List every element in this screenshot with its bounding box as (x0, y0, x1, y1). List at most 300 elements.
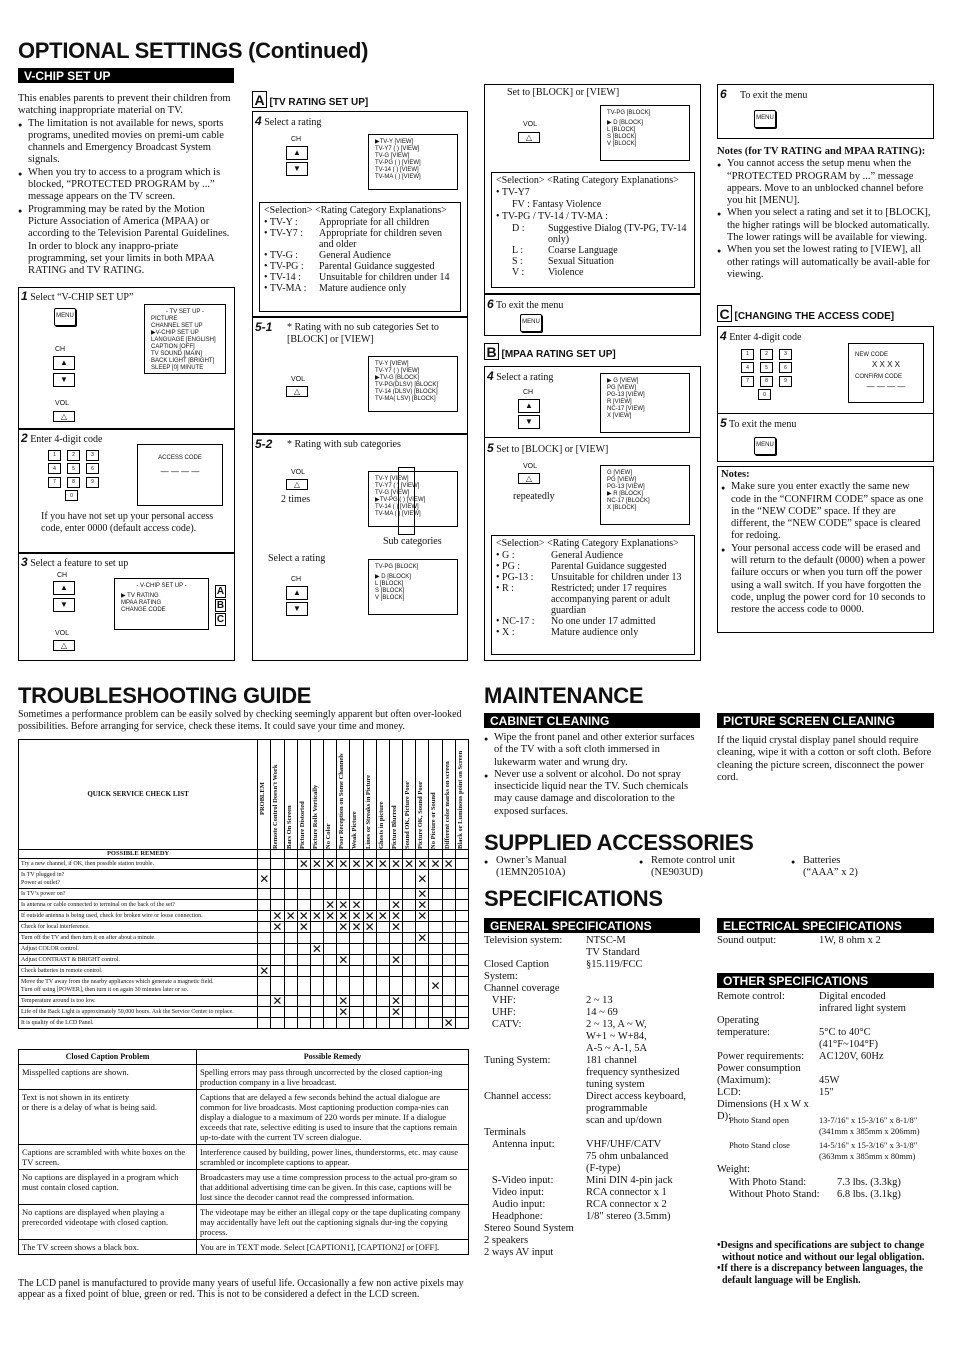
empty-cell (442, 888, 455, 899)
step-2-panel (18, 429, 235, 553)
tv-rating-step-5-1 (252, 317, 468, 434)
mpaa-heading (484, 343, 616, 361)
problem-header (258, 740, 271, 850)
empty-cell (310, 954, 323, 965)
check-mark: ✕ (272, 908, 283, 923)
table-row (19, 1006, 469, 1017)
screen-title: ACCESS CODE (158, 455, 202, 461)
key-6[interactable]: 6 (779, 362, 792, 373)
vol-label: VOL (291, 469, 306, 476)
weight-label-item: With Photo Stand: (729, 1177, 807, 1188)
sub-desc: Suggestive Dialog (TV-PG, TV-14 only) (548, 223, 687, 245)
step-number: 5 (487, 441, 494, 455)
empty-cell (324, 943, 337, 954)
screen-line: ▶TV-G [BLOCK] (375, 375, 419, 381)
empty-cell (324, 954, 337, 965)
spec-label: Remote control: (717, 991, 785, 1002)
screen-line: CAPTION [OFF] (151, 344, 195, 350)
step-number: 5-1 (255, 320, 273, 334)
empty-cell (258, 921, 271, 932)
table-row (19, 1205, 469, 1240)
vol-button[interactable]: △ (53, 640, 75, 651)
accessory-item: ● Owner’s Manual (1EMN20510A) (484, 855, 567, 879)
step-1-panel (18, 287, 235, 429)
notes-rating (717, 146, 934, 281)
screen-line: MPAA RATING (121, 600, 162, 606)
check-mark: ✕ (417, 908, 428, 923)
rating-desc: General Audience (319, 250, 391, 261)
access-code-screen (137, 444, 223, 506)
empty-cell (258, 995, 271, 1006)
explanation-line: FV : Fantasy Violence (512, 199, 602, 210)
check-mark: ✕ (417, 886, 428, 901)
vol-label: VOL (55, 630, 70, 637)
check-mark: ✕ (325, 897, 336, 912)
empty-cell (389, 932, 402, 943)
remedy-cell: Temperature around is too low. (19, 995, 258, 1006)
ch-up-button[interactable]: ▲ (53, 356, 75, 370)
note-item: ● You cannot access the setup menu when the “PROTECTED PROGRAM by ...” message appears. Move to an unblocked channel before you hit [MENU]. (717, 158, 934, 207)
selection-header: <Selection> <Rating Category Explanations> (496, 538, 679, 549)
ch-up-button[interactable]: ▲ (518, 399, 540, 413)
empty-cell (350, 869, 363, 888)
screen-line: TV SOUND [MAIN] (151, 351, 203, 357)
key-7[interactable]: 7 (741, 376, 754, 387)
key-2[interactable]: 2 (67, 450, 80, 461)
screen-line: V [BLOCK] (375, 595, 405, 601)
spec-row (484, 1055, 702, 1091)
vol-button[interactable]: △ (286, 386, 308, 397)
screen-line: TV-Y7 ( ) [VIEW] (375, 483, 420, 489)
check-mark: ✕ (351, 908, 362, 923)
empty-cell (310, 888, 323, 899)
step-number: 2 (21, 431, 28, 445)
rating-code: • X : (496, 627, 515, 638)
spec-value: RCA connector x 1 (586, 1187, 667, 1198)
vchip-intro-block (18, 93, 232, 277)
key-9[interactable]: 9 (86, 477, 99, 488)
check-mark: ✕ (298, 856, 309, 871)
key-8[interactable]: 8 (760, 376, 773, 387)
menu-button[interactable]: MENU (520, 314, 542, 332)
empty-cell (376, 995, 389, 1006)
symptom-column-header (310, 740, 323, 850)
step-number: 4 (720, 329, 727, 343)
mid-step-6-panel (484, 294, 701, 336)
empty-cell (310, 995, 323, 1006)
tv-rating-step-5-2 (252, 434, 468, 661)
symptom-label: Weak Picture (351, 811, 359, 849)
new-code-label: NEW CODE (855, 352, 888, 358)
rating-desc: Parental Guidance suggested (319, 261, 435, 272)
empty-cell (389, 976, 402, 995)
screen-line: ▶TV-PG ( ) [VIEW] (375, 497, 426, 503)
default-code-note: If you have not set up your personal access code, enter 0000 (default access code). (41, 511, 214, 534)
remedy-cell: Adjust COLOR control. (19, 943, 258, 954)
spec-value: NTSC-M TV Standard (586, 935, 640, 958)
empty-cell (271, 858, 284, 869)
empty-cell (258, 943, 271, 954)
screen-line: ▶ D [BLOCK] (375, 574, 411, 580)
key-3[interactable]: 3 (86, 450, 99, 461)
table-row (19, 1170, 469, 1205)
table-row (19, 899, 469, 910)
tv-rating-screen-5-1 (368, 356, 458, 412)
vol-button[interactable]: △ (53, 411, 75, 422)
empty-cell (337, 932, 350, 943)
empty-cell (337, 976, 350, 995)
empty-cell (363, 1017, 376, 1028)
empty-cell (416, 954, 429, 965)
closed-caption-table (18, 1049, 469, 1255)
empty-cell (376, 954, 389, 965)
weight-value: 7.3 lbs. (3.3kg) (837, 1177, 901, 1188)
empty-cell (442, 899, 455, 910)
symptom-label: Lines or Streaks in Picture (364, 774, 372, 849)
times-label: 2 times (281, 494, 311, 505)
spec-label: Terminals (484, 1127, 526, 1138)
cc-remedy-cell: Spelling errors may pass through uncorrected by the closed caption-ing production company in a live broadcast. (197, 1065, 469, 1090)
step-text: Enter 4-digit code (729, 332, 802, 343)
spec-label: Power consumption (Maximum): (717, 1063, 801, 1086)
check-mark: ✕ (404, 856, 415, 871)
note-item: ● Make sure you enter exactly the same new code in the “CONFIRM CODE” space as one in the “NEW CODE” space. If they are different, the “NEW CODE” space is cleared for redoing. (721, 481, 930, 542)
step-number: 5 (720, 416, 727, 430)
optional-settings-title: OPTIONAL SETTINGS (Continued) (18, 38, 369, 63)
empty-cell (403, 965, 416, 976)
step-number: 3 (21, 555, 28, 569)
right-step-6-panel (717, 84, 934, 139)
empty-cell (416, 965, 429, 976)
vol-label: VOL (55, 400, 70, 407)
empty-cell (324, 921, 337, 932)
check-mark: ✕ (443, 856, 454, 871)
screen-line: TV-14 ( ) [VIEW] (375, 504, 419, 510)
note-item: ● When you set the lowest rating to [VIEW], all other ratings will automatically be avail-able for viewing. (717, 244, 934, 281)
empty-cell (403, 954, 416, 965)
rating-desc: No one under 17 admitted (551, 616, 656, 627)
screen-line: TV-PG(DLSV) [BLOCK] (375, 382, 439, 388)
symptom-column-header (442, 740, 455, 850)
spec-row (484, 1211, 702, 1223)
empty-cell (416, 1017, 429, 1028)
key-0[interactable]: 0 (758, 389, 771, 400)
table-row (19, 1240, 469, 1255)
electrical-specs-bar: ELECTRICAL SPECIFICATIONS (717, 918, 934, 933)
confirm-code-label: CONFIRM CODE (855, 374, 902, 380)
letter-b: B (216, 600, 225, 611)
step-text: Select “V-CHIP SET UP” (30, 292, 134, 303)
empty-cell (324, 995, 337, 1006)
empty-cell (455, 943, 468, 954)
empty-cell (258, 910, 271, 921)
mpaa-screen-2 (600, 465, 690, 525)
spec-label: CATV: (484, 1019, 522, 1030)
problem-label: PROBLEM (259, 781, 267, 815)
weight-row (729, 1189, 934, 1201)
screen-line: ▶ R [BLOCK] (607, 491, 643, 497)
letter-c-badge: C (717, 305, 732, 322)
rating-desc: Mature audience only (319, 283, 407, 294)
empty-cell (297, 869, 310, 888)
empty-cell (376, 1017, 389, 1028)
empty-cell (271, 965, 284, 976)
ch-up-button[interactable]: ▲ (286, 586, 308, 600)
check-mark: ✕ (311, 856, 322, 871)
remedy-cell: If outside antenna is being used, check for broken wire or loose connection. (19, 910, 258, 921)
table-row (19, 965, 469, 976)
check-mark: ✕ (430, 856, 441, 871)
rating-code: • NC-17 : (496, 616, 535, 627)
spec-row (484, 1007, 702, 1019)
check-mark: ✕ (416, 869, 429, 888)
step-text: To exit the menu (729, 419, 797, 430)
empty-cell (363, 888, 376, 899)
vol-label: VOL (523, 121, 538, 128)
symptom-column-header (324, 740, 337, 850)
table-row (19, 910, 469, 921)
sub-desc: Sexual Situation (548, 256, 614, 267)
check-mark: ✕ (338, 856, 349, 871)
screen-line: S [BLOCK] (607, 134, 637, 140)
symptom-column-header (337, 740, 350, 850)
empty-cell (297, 1006, 310, 1017)
dimension-label: Photo Stand open (729, 1115, 789, 1125)
spec-value: 15" (819, 1087, 834, 1098)
table-row (19, 976, 469, 995)
spec-label: Channel access: (484, 1091, 552, 1102)
table-row (19, 869, 469, 888)
vol-button[interactable]: △ (286, 479, 308, 490)
menu-button[interactable]: MENU (54, 308, 76, 326)
general-specs-table (484, 935, 702, 1259)
empty-cell (376, 965, 389, 976)
check-mark: ✕ (417, 897, 428, 912)
empty-cell (455, 932, 468, 943)
screen-line: TV-Y [VIEW] (375, 361, 409, 367)
subcategory-highlight (398, 467, 415, 535)
ch-up-button[interactable]: ▲ (286, 146, 308, 160)
symptom-column-header (271, 740, 284, 850)
rating-desc: Restricted; under 17 requires accompanying parent or adult guardian (551, 583, 671, 616)
check-mark: ✕ (272, 919, 283, 934)
check-mark: ✕ (338, 908, 349, 923)
spec-value: 1W, 8 ohm x 2 (819, 935, 881, 946)
ch-down-button[interactable]: ▼ (286, 602, 308, 616)
empty-cell (363, 869, 376, 888)
screen-line: - V-CHIP SET UP - (136, 583, 187, 589)
sub-code: V : (512, 267, 525, 278)
empty-cell (271, 1006, 284, 1017)
step-text: To exit the menu (740, 90, 808, 101)
spec-label: Operating temperature: (717, 1015, 771, 1038)
ch-down-button[interactable]: ▼ (286, 162, 308, 176)
check-mark: ✕ (259, 963, 270, 978)
empty-cell (403, 1006, 416, 1017)
rating-code: • G : (496, 550, 515, 561)
note-item: ● Your personal access code will be erased and will return to the default (0000) when a power failure occurs or when you turn off the power using a wall switch. If you have forgotten the code, unplug the power cord for 10 seconds to restore the access code to 0000. (721, 543, 930, 617)
ch-label: CH (291, 136, 302, 143)
spec-row (484, 1187, 702, 1199)
rating-code: • TV-14 : (264, 272, 301, 283)
empty-cell (442, 995, 455, 1006)
empty-cell (363, 932, 376, 943)
weight-row (729, 1177, 934, 1189)
empty-cell (455, 976, 468, 995)
empty-cell (403, 888, 416, 899)
spec-footnotes (717, 1240, 934, 1286)
empty-cell (442, 965, 455, 976)
empty-cell (297, 943, 310, 954)
check-mark: ✕ (417, 856, 428, 871)
empty-cell (376, 932, 389, 943)
accessory-label: Batteries (“AAA” x 2) (803, 855, 858, 879)
ch-label: CH (291, 576, 302, 583)
rating-code: • TV-MA : (264, 283, 307, 294)
vol-button[interactable]: △ (518, 473, 540, 484)
empty-cell (429, 888, 442, 899)
menu-button[interactable]: MENU (754, 437, 776, 455)
menu-button[interactable]: MENU (754, 110, 776, 128)
empty-cell (429, 943, 442, 954)
key-5[interactable]: 5 (760, 362, 773, 373)
ch-down-button[interactable]: ▼ (518, 415, 540, 429)
letter-a: A (216, 586, 225, 597)
screen-line: NC-17 [BLOCK] (607, 498, 650, 504)
spec-value: 2 ~ 13, A ~ W, W+1 ~ W+84, A-5 ~ A-1, 5A (586, 1019, 648, 1054)
spec-label: VHF: (484, 995, 516, 1006)
empty-cell (455, 1006, 468, 1017)
screen-line: TV-MA ( ) [VIEW] (375, 174, 421, 180)
empty-cell (389, 965, 402, 976)
empty-cell (429, 1017, 442, 1028)
sub-desc: Coarse Language (548, 245, 618, 256)
table-row (19, 943, 469, 954)
rating-desc: Unsuitable for children under 13 (551, 572, 682, 583)
empty-cell (376, 869, 389, 888)
ch-label: CH (523, 389, 534, 396)
empty-cell (337, 1017, 350, 1028)
check-mark: ✕ (390, 908, 402, 923)
empty-cell (324, 1017, 337, 1028)
table-row (19, 1145, 469, 1170)
symptom-label: Sound OK, Picture Poor (404, 781, 412, 849)
empty-cell (363, 995, 376, 1006)
key-8[interactable]: 8 (67, 477, 80, 488)
empty-cell (403, 1017, 416, 1028)
spec-label: Channel coverage (484, 983, 560, 994)
screen-line: ▶V-CHIP SET UP (151, 330, 199, 336)
symptom-column-header (363, 740, 376, 850)
key-4[interactable]: 4 (741, 362, 754, 373)
empty-cell (297, 888, 310, 899)
check-mark: ✕ (285, 908, 296, 923)
cc-problem-cell: Captions are scrambled with white boxes on the TV screen. (19, 1145, 197, 1170)
screen-line: PG-13 [VIEW] (607, 392, 645, 398)
cc-problem-cell: No captions are displayed when playing a prerecorded videotape with closed caption. (19, 1205, 197, 1240)
screen-line: TV-Y [VIEW] (375, 476, 409, 482)
ch-label: CH (57, 572, 68, 579)
rating-desc: Parental Guidance suggested (551, 561, 667, 572)
key-0[interactable]: 0 (65, 490, 78, 501)
empty-cell (258, 1006, 271, 1017)
key-7[interactable]: 7 (48, 477, 61, 488)
accessory-label: Remote control unit (NE903UD) (651, 855, 735, 879)
empty-cell (403, 921, 416, 932)
key-1[interactable]: 1 (48, 450, 61, 461)
screen-line: G [VIEW] (607, 470, 633, 476)
screen-line: TV-G [VIEW] (375, 153, 410, 159)
empty-cell (271, 1017, 284, 1028)
empty-cell (324, 976, 337, 995)
screen-line: PG [VIEW] (607, 385, 637, 391)
key-3[interactable]: 3 (779, 349, 792, 360)
key-4[interactable]: 4 (48, 463, 61, 474)
ch-down-button[interactable]: ▼ (53, 373, 75, 387)
picture-screen-text: If the liquid crystal display panel should require cleaning, wipe it with a cotton or soft cloth. Before cleaning the picture screen, disconnect the power cord. (717, 735, 932, 783)
spec-value (586, 1127, 702, 1139)
dimension-value: 14-5/16" x 15-3/16" x 3-1/8" (363mm x 385mm x 80mm) (819, 1140, 918, 1161)
empty-cell (403, 932, 416, 943)
remedy-cell: Move the TV away from the nearby appliances which generate a magnetic field. Turn off using [POWER], then turn it on again 30 minutes later or so. (19, 976, 258, 995)
spec-label: UHF: (484, 1007, 516, 1018)
spec-value: 1/8" stereo (3.5mm) (586, 1211, 671, 1222)
cabinet-item: ● Never use a solvent or alcohol. Do not spray insecticide liquid near the TV. Such chemicals may cause damage and discoloration to the exposed surfaces. (484, 769, 702, 818)
check-mark: ✕ (377, 856, 388, 871)
spec-row (717, 1063, 934, 1087)
empty-cell (324, 1006, 337, 1017)
empty-cell (284, 932, 297, 943)
step-text: Set to [BLOCK] or [VIEW] (507, 87, 620, 98)
key-1[interactable]: 1 (741, 349, 754, 360)
spec-row (484, 1175, 702, 1187)
check-mark: ✕ (298, 919, 309, 934)
vol-button[interactable]: △ (518, 132, 540, 143)
check-mark: ✕ (325, 856, 336, 871)
vchip-bullet: ● The limitation is not available for news, sports programs, unedited movies on premi-um cable channels and Emergency Broadcast System signals. (18, 118, 232, 167)
screen-line: TV-14 (DLSV) [BLOCK] (375, 389, 438, 395)
step-number: 1 (21, 289, 28, 303)
screen-line: X [BLOCK] (607, 505, 637, 511)
check-mark: ✕ (351, 897, 362, 912)
picture-screen-cleaning-bar: PICTURE SCREEN CLEANING (717, 713, 934, 728)
remedy-cell: Try a new channel, if OK, then possible station trouble. (19, 858, 258, 869)
vol-label: VOL (291, 376, 306, 383)
empty-cell (429, 910, 442, 921)
key-9[interactable]: 9 (779, 376, 792, 387)
check-mark: ✕ (351, 856, 362, 871)
empty-cell (271, 869, 284, 888)
symptom-label: Picture Blurred (390, 805, 398, 849)
key-2[interactable]: 2 (760, 349, 773, 360)
empty-cell (429, 869, 442, 888)
key-6[interactable]: 6 (86, 463, 99, 474)
spec-label: Tuning System: (484, 1055, 551, 1066)
empty-cell (350, 1017, 363, 1028)
sub-categories-label: Sub categories (383, 536, 442, 547)
other-specs-bar: OTHER SPECIFICATIONS (717, 973, 934, 988)
empty-cell (284, 1017, 297, 1028)
key-5[interactable]: 5 (67, 463, 80, 474)
ch-down-button[interactable]: ▼ (53, 598, 75, 612)
tv-rating-screen (368, 134, 458, 190)
vchip-setup-bar: V-CHIP SET UP (18, 68, 234, 83)
rating-desc: Unsuitable for children under 14 (319, 272, 450, 283)
empty-cell (429, 932, 442, 943)
remedy-header: POSSIBLE REMEDY (19, 850, 258, 859)
ch-up-button[interactable]: ▲ (53, 581, 75, 595)
rating-code: • R : (496, 583, 514, 594)
